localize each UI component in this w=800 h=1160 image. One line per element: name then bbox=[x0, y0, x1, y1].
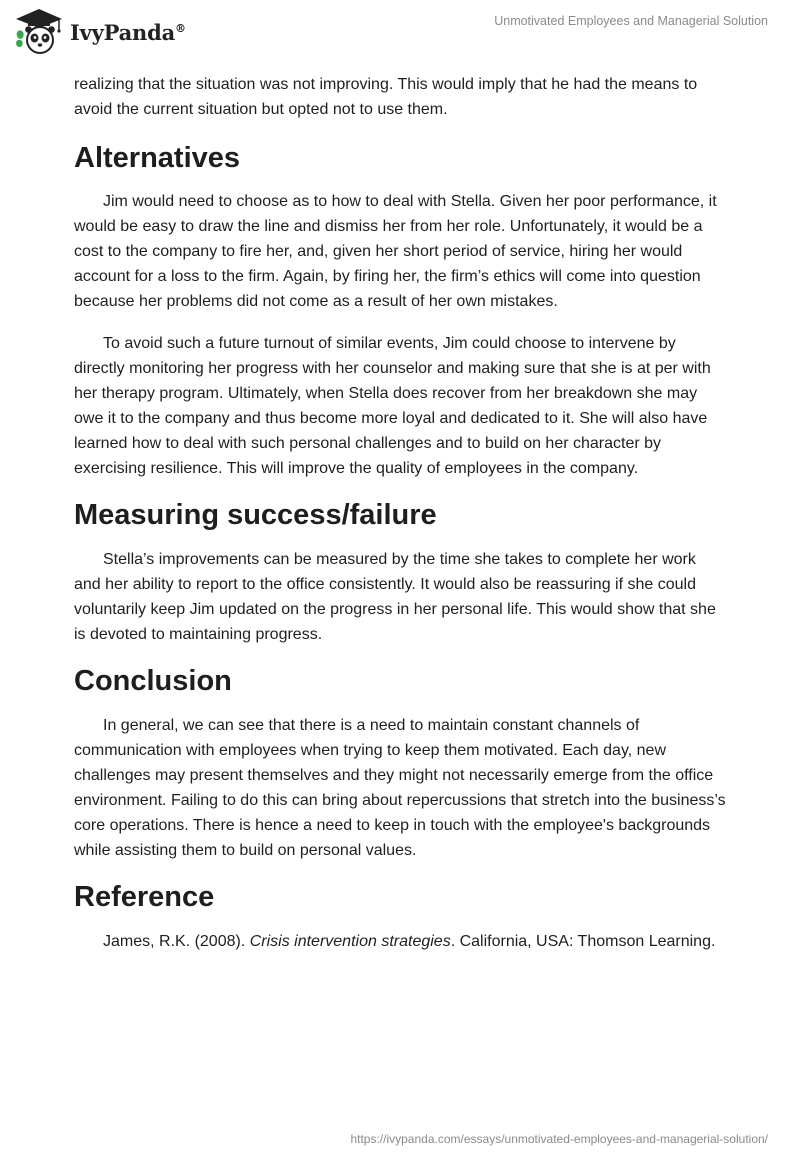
alternatives-paragraph-2: To avoid such a future turnout of similar events, Jim could choose to intervene by directly monitoring her progress with her counselor and making sure that she is at per with her therapy program. Ultimately, when Stella does recover from her breakdown she may owe it to the company and thus become more loyal and dedicated to it. She will also have learned how to deal with such personal challenges and to build on her character by exercising resilience. This will improve the quality of employees in the company. bbox=[74, 335, 711, 477]
reference-publisher: . California, USA: Thomson Learning. bbox=[450, 933, 716, 950]
ivypanda-logo[interactable] bbox=[14, 8, 186, 56]
measuring-paragraph-1: Stella’s improvements can be measured by the time she takes to complete her work and her ability to report to the office consistently. It would also be reassuring if she could voluntarily keep Jim updated on the progress in her personal life. This would show that she is devoted to maintaining progress. bbox=[74, 551, 716, 643]
intro-paragraph: realizing that the situation was not improving. This would imply that he had the means to avoid the current situation but opted not to use them. bbox=[74, 76, 698, 118]
alternatives-paragraph-1: Jim would need to choose as to how to deal with Stella. Given her poor performance, it would be easy to draw the line and dismiss her from her role. Unfortunately, it would be a cost to the company to fire her, and, given her short period of service, hiring her would account for a loss to the firm. Again, by firing her, the firm’s ethics will come into question because her problems did not come as a result of her own mistakes. bbox=[74, 193, 717, 310]
registered-mark: ® bbox=[175, 21, 186, 35]
reference-author-year: James, R.K. (2008). bbox=[103, 933, 250, 950]
reference-entry bbox=[74, 929, 726, 954]
heading-measuring: Measuring success/failure bbox=[74, 499, 437, 531]
conclusion-paragraph-1: In general, we can see that there is a need to maintain constant channels of communication with employees when trying to keep them motivated. Each day, new challenges may present themselves and they might not necessarily emerge from the office environment. Failing to do this can bring about repercussions that stretch into the business’s core operations. There is hence a need to keep in touch with the employee's backgrounds while assisting them to build on personal values. bbox=[74, 717, 726, 859]
panda-graduation-cap-icon bbox=[14, 8, 64, 56]
document-title: Unmotivated Employees and Managerial Solution bbox=[494, 14, 768, 28]
heading-alternatives: Alternatives bbox=[74, 142, 241, 174]
page-header bbox=[0, 0, 800, 64]
heading-reference: Reference bbox=[74, 881, 215, 913]
essay-body bbox=[74, 72, 726, 954]
footer-source-url[interactable]: https://ivypanda.com/essays/unmotivated-employees-and-managerial-solution/ bbox=[350, 1132, 768, 1146]
brand-name: IvyPanda® bbox=[70, 19, 186, 45]
heading-conclusion: Conclusion bbox=[74, 665, 232, 697]
reference-title: Crisis intervention strategies bbox=[249, 933, 451, 950]
